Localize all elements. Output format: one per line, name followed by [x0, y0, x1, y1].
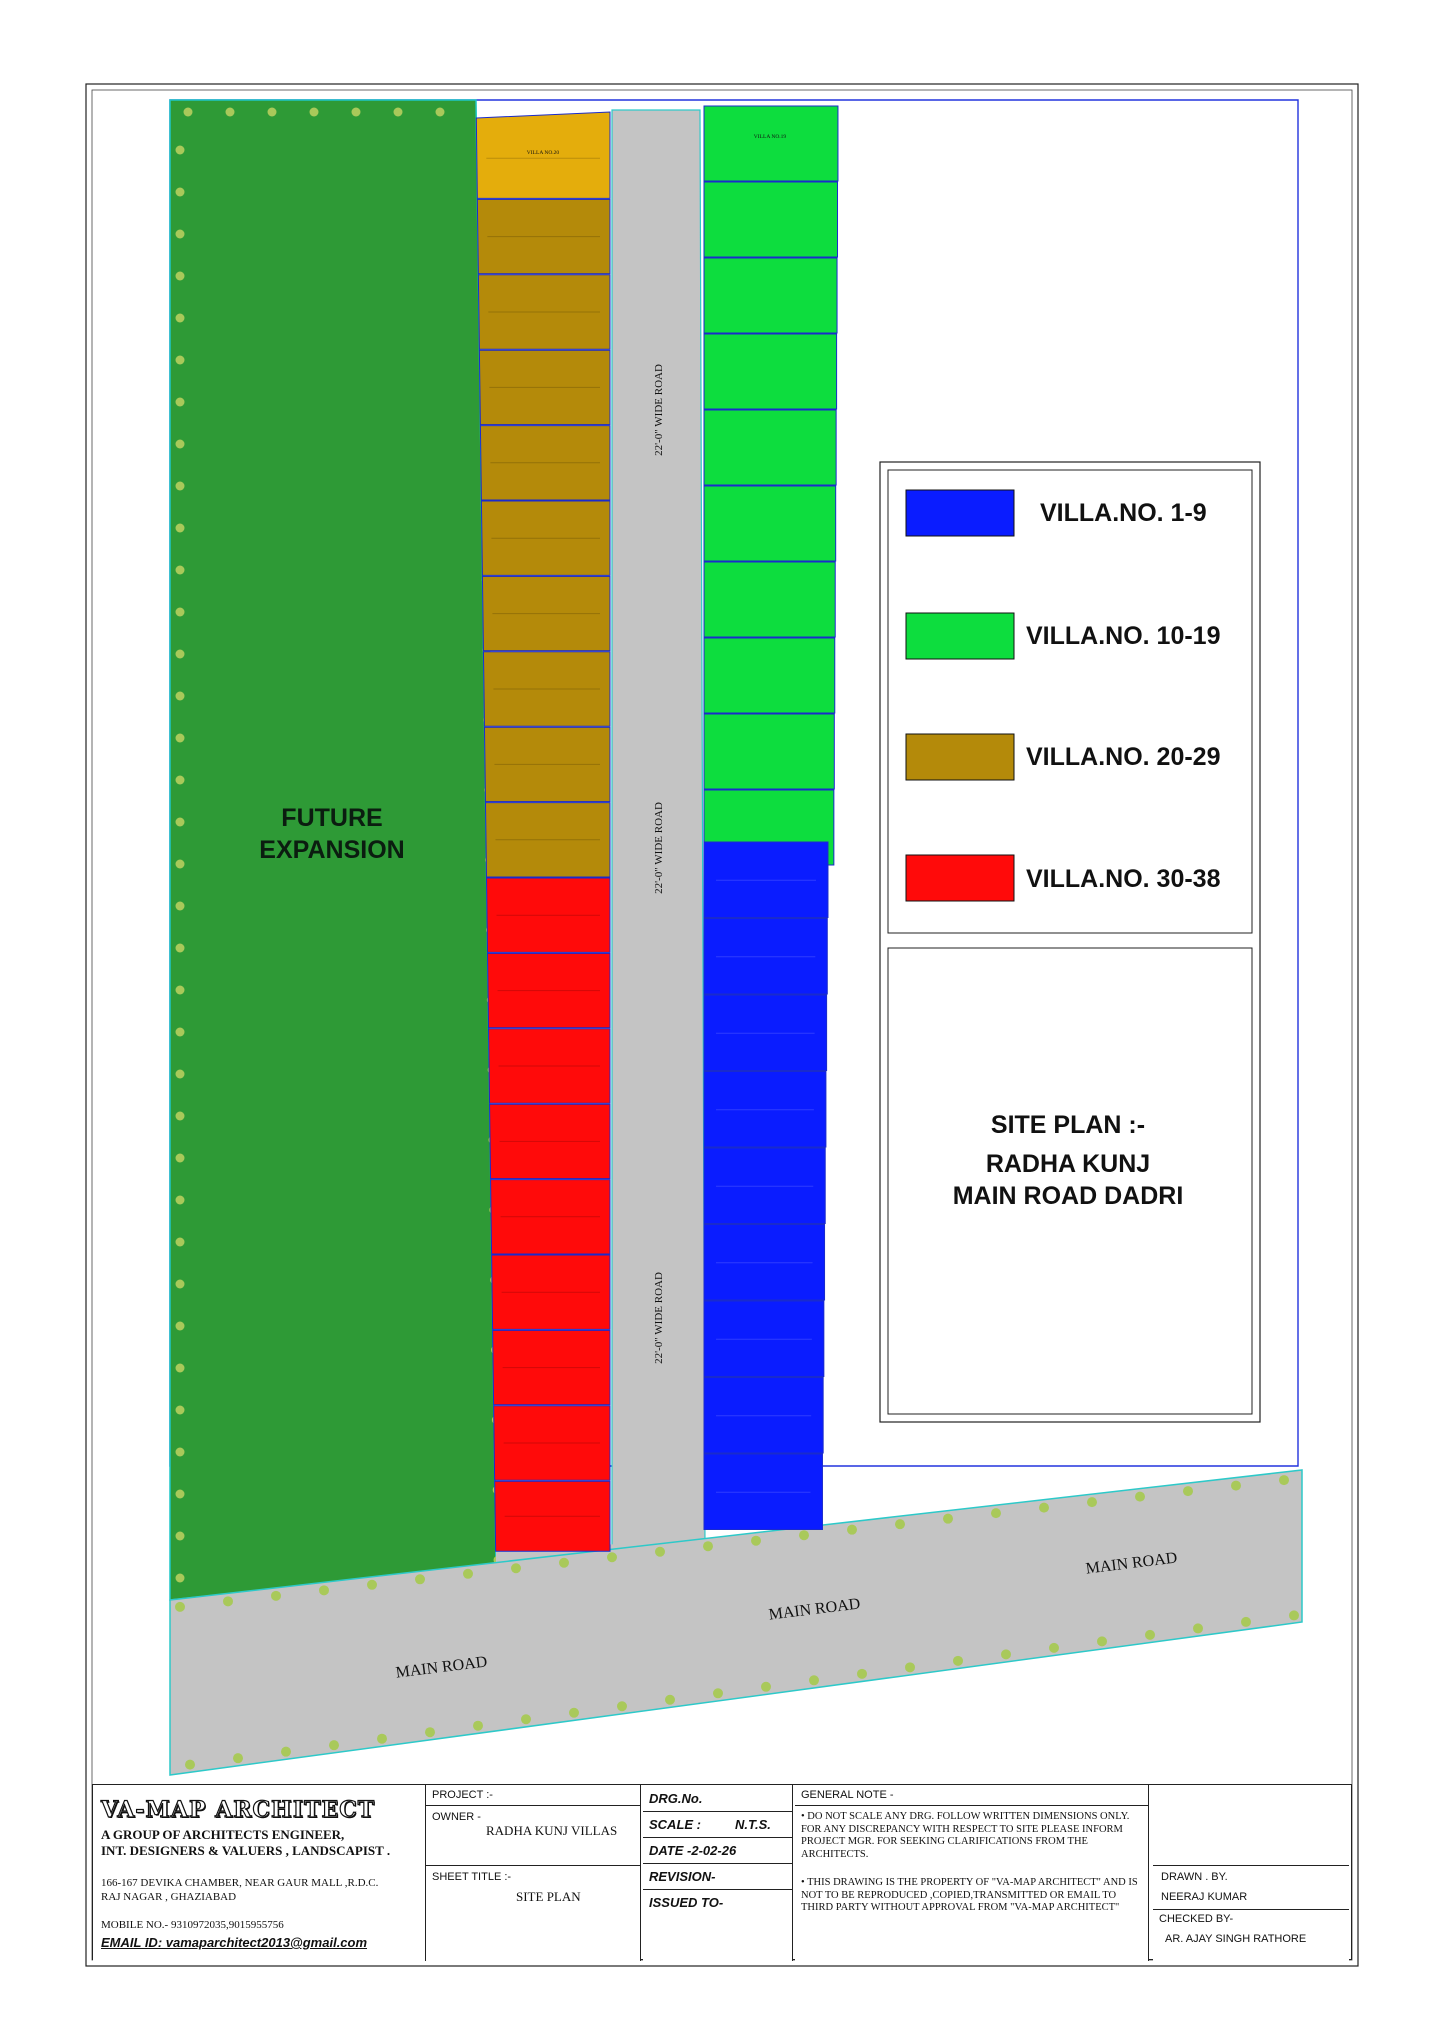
tree-icon	[1039, 1503, 1049, 1513]
signature-mid-divider	[1153, 1909, 1349, 1910]
tree-icon	[176, 146, 185, 155]
tree-icon	[185, 1760, 195, 1770]
tree-icon	[184, 108, 193, 117]
owner-value: RADHA KUNJ VILLAS	[486, 1823, 618, 1838]
tree-icon	[271, 1591, 281, 1601]
tree-icon	[655, 1547, 665, 1557]
tree-icon	[1001, 1649, 1011, 1659]
general-note-label: GENERAL NOTE -	[801, 1789, 894, 1801]
general-note-2: • THIS DRAWING IS THE PROPERTY OF "VA-MAP ARCHITECT" AND IS NOT TO BE REPRODUCED ,COPIED,TRANSMITTED OR EMAIL TO THIRD PARTY WITHOUT APPROVAL FROM "VA-MAP ARCHITECT"	[801, 1877, 1138, 1913]
tree-icon	[176, 1574, 185, 1583]
tree-icon	[751, 1536, 761, 1546]
firm-line1: A GROUP OF ARCHITECTS ENGINEER,	[101, 1827, 345, 1842]
tree-icon	[895, 1519, 905, 1529]
tree-icon	[176, 1280, 185, 1289]
tree-icon	[394, 108, 403, 117]
sheet-title-label: SHEET TITLE :-	[432, 1871, 512, 1883]
tree-icon	[176, 1490, 185, 1499]
drg-divider	[643, 1811, 793, 1812]
tree-icon	[176, 1322, 185, 1331]
tree-icon	[176, 818, 185, 827]
tree-icon	[943, 1514, 953, 1524]
tree-icon	[176, 1028, 185, 1037]
tree-icon	[319, 1585, 329, 1595]
site-plan-title-line2: RADHA KUNJ	[985, 1150, 1151, 1178]
tree-icon	[176, 356, 185, 365]
tree-icon	[1145, 1630, 1155, 1640]
villa-plot	[704, 106, 838, 181]
tree-icon	[703, 1541, 713, 1551]
future-expansion-line2: EXPANSION	[259, 836, 405, 864]
tree-icon	[310, 108, 319, 117]
road-label-bottom: 22'-0" WIDE ROAD	[653, 1272, 665, 1364]
tree-icon	[176, 1154, 185, 1163]
villa-plot	[704, 334, 837, 409]
tree-icon	[905, 1662, 915, 1672]
left-villa-plots	[476, 112, 610, 1551]
tree-icon	[226, 108, 235, 117]
tree-icon	[176, 1532, 185, 1541]
villa-plot	[704, 258, 837, 333]
sheet-title-value: SITE PLAN	[516, 1889, 581, 1904]
legend-swatch-villa-20-29	[906, 734, 1014, 780]
tree-icon	[223, 1596, 233, 1606]
tree-icon	[425, 1727, 435, 1737]
future-expansion-line1: FUTURE	[281, 804, 383, 832]
firm-email: EMAIL ID: vamaparchitect2013@gmail.com	[101, 1935, 368, 1950]
tree-icon	[176, 1238, 185, 1247]
scale-divider	[643, 1837, 793, 1838]
tree-icon	[176, 524, 185, 533]
tree-icon	[176, 482, 185, 491]
main-road-label-right: MAIN ROAD	[1084, 1549, 1179, 1578]
legend-label-villa-30-38: VILLA.NO. 30-38	[1026, 865, 1221, 893]
site-plan-title-line1: SITE PLAN :-	[990, 1111, 1146, 1139]
tree-icon	[607, 1552, 617, 1562]
main-road-label-left: MAIN ROAD	[394, 1653, 489, 1682]
main-road-label-center: MAIN ROAD	[767, 1595, 862, 1624]
tree-icon	[1231, 1481, 1241, 1491]
tree-icon	[1289, 1610, 1299, 1620]
road-label-top: 22'-0" WIDE ROAD	[653, 364, 665, 456]
firm-cell	[93, 1785, 426, 1961]
tree-icon	[953, 1656, 963, 1666]
villa-plot-label: VILLA NO.19	[753, 134, 787, 140]
tree-icon	[176, 1364, 185, 1373]
owner-label: OWNER -	[432, 1811, 481, 1823]
date-divider	[643, 1863, 793, 1864]
tree-icon	[176, 608, 185, 617]
legend-swatch-villa-30-38	[906, 855, 1014, 901]
tree-icon	[352, 108, 361, 117]
tree-icon	[761, 1682, 771, 1692]
legend-label-villa-1-9: VILLA.NO. 1-9	[1040, 499, 1207, 527]
site-plan-title-line3: MAIN ROAD DADRI	[952, 1182, 1184, 1210]
villa-plot	[704, 562, 835, 637]
tree-icon	[1279, 1475, 1289, 1485]
tree-icon	[463, 1569, 473, 1579]
tree-icon	[847, 1525, 857, 1535]
project-label: PROJECT :-	[432, 1789, 493, 1801]
tree-icon	[176, 1406, 185, 1415]
tree-icon	[511, 1563, 521, 1573]
road-label-middle: 22'-0" WIDE ROAD	[653, 802, 665, 894]
tree-icon	[176, 776, 185, 785]
revision-divider	[643, 1889, 793, 1890]
tree-icon	[176, 734, 185, 743]
firm-address-line2: RAJ NAGAR , GHAZIABAD	[101, 1891, 237, 1903]
tree-icon	[665, 1695, 675, 1705]
checked-by-value: AR. AJAY SINGH RATHORE	[1165, 1933, 1307, 1945]
tree-icon	[809, 1675, 819, 1685]
tree-icon	[1049, 1643, 1059, 1653]
tree-icon	[367, 1580, 377, 1590]
tree-icon	[176, 944, 185, 953]
drawn-by-label: DRAWN . BY.	[1161, 1871, 1228, 1883]
tree-icon	[436, 108, 445, 117]
drawn-by-value: NEERAJ KUMAR	[1161, 1891, 1248, 1903]
tree-icon	[521, 1714, 531, 1724]
tree-icon	[473, 1721, 483, 1731]
firm-mobile: MOBILE NO.- 9310972035,9015955756	[101, 1919, 284, 1931]
revision: REVISION-	[649, 1869, 716, 1884]
villa-plot	[704, 410, 836, 485]
tree-icon	[176, 398, 185, 407]
tree-icon	[176, 272, 185, 281]
tree-icon	[281, 1747, 291, 1757]
firm-line2: INT. DESIGNERS & VALUERS , LANDSCAPIST .	[101, 1843, 391, 1858]
date: DATE -2-02-26	[649, 1843, 737, 1858]
signature-cell	[1153, 1785, 1349, 1961]
tree-icon	[176, 1448, 185, 1457]
firm-name: VA-MAP ARCHITECT	[101, 1797, 376, 1823]
legend-swatch-villa-10-19	[906, 613, 1014, 659]
villa-plot	[704, 182, 838, 257]
drg-no: DRG.No.	[649, 1791, 703, 1806]
tree-icon	[713, 1688, 723, 1698]
tree-icon	[329, 1740, 339, 1750]
legend-swatch-villa-1-9	[906, 490, 1014, 536]
villa-plot-label: VILLA NO.20	[526, 150, 560, 156]
tree-icon	[1183, 1486, 1193, 1496]
firm-address-line1: 166-167 DEVIKA CHAMBER, NEAR GAUR MALL ,R.D.C.	[101, 1877, 379, 1889]
tree-icon	[415, 1574, 425, 1584]
right-villa-plots	[704, 106, 838, 1530]
scale-value: N.T.S.	[735, 1817, 771, 1832]
tree-icon	[176, 188, 185, 197]
tree-icon	[175, 1602, 185, 1612]
tree-icon	[176, 860, 185, 869]
tree-icon	[268, 108, 277, 117]
tree-icon	[1097, 1636, 1107, 1646]
tree-icon	[176, 230, 185, 239]
tree-icon	[1241, 1617, 1251, 1627]
general-notes-cell	[795, 1785, 1149, 1961]
project-divider	[426, 1805, 641, 1806]
tree-icon	[857, 1669, 867, 1679]
tree-icon	[176, 650, 185, 659]
tree-icon	[176, 566, 185, 575]
drawing-info-cell	[643, 1785, 793, 1961]
villa-plot	[704, 638, 835, 713]
checked-by-label: CHECKED BY-	[1159, 1913, 1234, 1925]
tree-icon	[176, 1196, 185, 1205]
tree-icon	[176, 986, 185, 995]
tree-icon	[233, 1753, 243, 1763]
tree-icon	[569, 1708, 579, 1718]
signature-top-divider	[1153, 1865, 1349, 1866]
tree-icon	[617, 1701, 627, 1711]
owner-divider	[426, 1865, 641, 1866]
scale-label: SCALE :	[649, 1817, 701, 1832]
villa-plot	[704, 486, 836, 561]
tree-icon	[176, 1112, 185, 1121]
project-cell	[426, 1785, 641, 1961]
tree-icon	[377, 1734, 387, 1744]
tree-icon	[176, 692, 185, 701]
tree-icon	[1135, 1492, 1145, 1502]
tree-icon	[176, 902, 185, 911]
tree-icon	[799, 1530, 809, 1540]
title-block	[92, 1784, 1352, 1960]
tree-icon	[176, 314, 185, 323]
tree-icon	[176, 440, 185, 449]
tree-icon	[176, 1070, 185, 1079]
site-plan-title-box	[888, 948, 1252, 1414]
tree-icon	[559, 1558, 569, 1568]
general-note-1: • DO NOT SCALE ANY DRG. FOLLOW WRITTEN DIMENSIONS ONLY. FOR ANY DISCREPANCY WITH RESPECT TO SITE PLEASE INFORM PROJECT MGR. FOR SEEKING CLARIFICATIONS FROM THE ARCHITECTS.	[801, 1811, 1130, 1860]
legend-label-villa-10-19: VILLA.NO. 10-19	[1026, 622, 1221, 650]
tree-icon	[1087, 1497, 1097, 1507]
legend-label-villa-20-29: VILLA.NO. 20-29	[1026, 743, 1221, 771]
issued-to: ISSUED TO-	[649, 1895, 724, 1910]
general-note-divider	[795, 1805, 1149, 1806]
tree-icon	[1193, 1623, 1203, 1633]
tree-icon	[991, 1508, 1001, 1518]
villa-plot	[704, 714, 834, 789]
